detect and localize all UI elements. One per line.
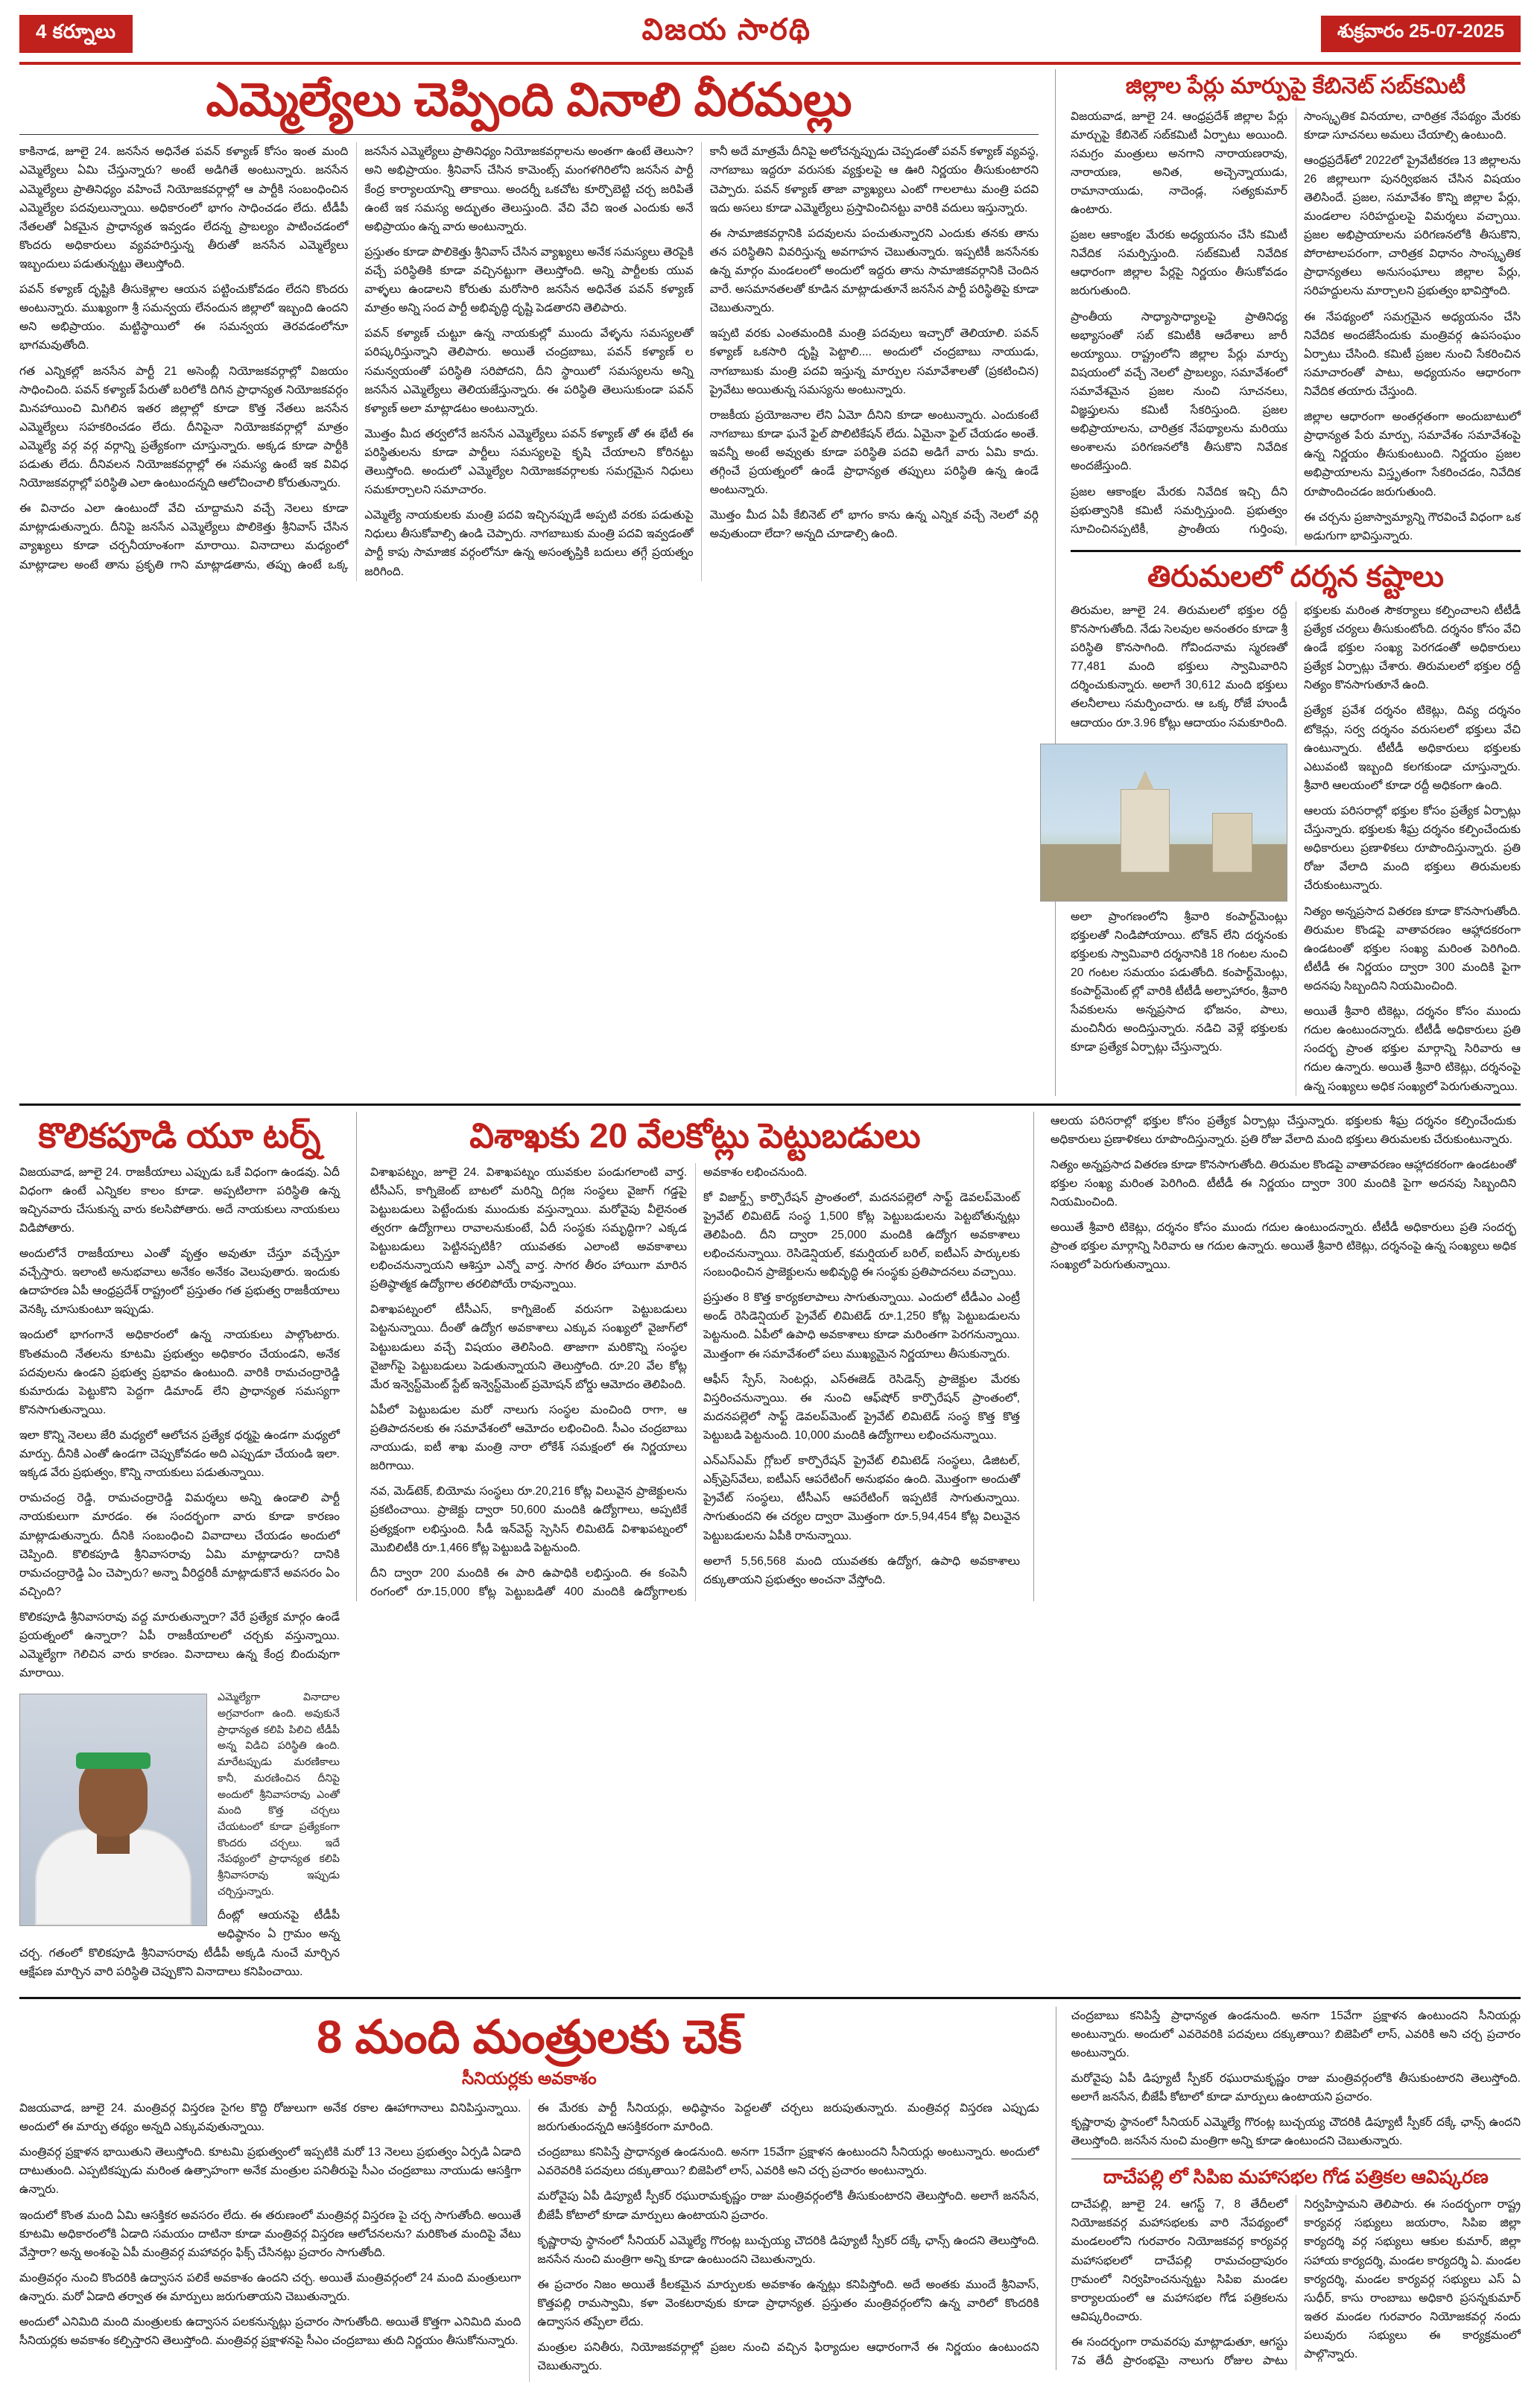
publication-date: శుక్రవారం 25-07-2025 bbox=[1321, 16, 1521, 52]
paragraph: నిత్యం అన్నప్రసాద వితరణ కూడా కొనసాగుతోంది. తిరుమల కొండపై వాతావరణం ఆహ్లాదకరంగా ఉండటంతో భక్తుల సంఖ్య మరింత పెరిగింది. టీటీడీ ఈ నిర్ణయం ద్వారా 300 మందికి పైగా అదనపు సిబ్బందిని నియమించింది. bbox=[1051, 1158, 1516, 1209]
paragraph: చంద్రబాబు కనిపిస్తే ప్రాధాన్యత ఉండనుంది. అనగా 15వేగా ప్రక్షాళన ఉంటుందని సీనియర్లు అంటున్నారు. అందులో ఎవరెవరికి పదవులు దక్కుతాయి? బిజెపిలో లాస్, ఎవరికి అని చర్చ ప్రచారం అంటున్నారు. bbox=[1071, 2009, 1521, 2059]
ministers-article-body bbox=[19, 2099, 1039, 2382]
ministers-subhead: సీనియర్లకు అవకాశం bbox=[461, 2068, 597, 2089]
photo-caption: ఎమ్మెల్యేగా వినాదాల అగ్రవారంగా ఉంది. అవుకునే ప్రాధాన్యత కలిపి పిలిచి టీడీపీ అన్న విడిచి పరిస్థితి ఉంది. మారేటప్పుడు మరణికాలు కానీ, మరణించిన దీనిపై అందులో శ్రీనివాసరావు ఎంతో మంది కొత్త చర్చలు చేయటంలో కూడా ప్రత్యేకంగా కొందరు చర్చలు. ఇదే నేపథ్యంలో ప్రాధాన్యత కలిపి శ్రీనివాసరావు ఇప్పుడు చర్చిస్తున్నారు. bbox=[218, 1691, 340, 1897]
lead-article-body bbox=[19, 142, 1039, 580]
paragraph: ఈ నేపథ్యంలో సమగ్రమైన అధ్యయనం చేసి నివేదిక అందజేసేందుకు మంత్రివర్గ ఉపసంఘం ఏర్పాటు చేసింది. కమిటీ ప్రజల నుంచి సేకరించిన సమాచారంతో పాటు, అధ్యయనం ఆధారంగా నివేదిక తయారు చేస్తుంది. bbox=[1304, 310, 1521, 399]
paragraph: ఏపీలో పెట్టుబడుల మరో నాలుగు సంస్థల మంచింది రాగా, ఆ ప్రతిపాదనలకు ఈ సమావేశంలో ఆమోదం లభించింది. సీఎం చంద్రబాబు నాయుడు, ఐటీ శాఖ మంత్రి నారా లోకేశ్ సమక్షంలో ఈ నిర్ణయాలు జరిగాయి. bbox=[370, 1403, 687, 1473]
paragraph: కానీ అదే మాత్రమే దీనిపై అలోచన్నప్పుడు చెప్పడంతో పవన్ కళ్యాణ్ వ్యవస్థ, నాగబాబు ఇద్దరూ వరుసకు వ్యక్తులపై ఆ ఊరి నిర్ణయం తీసుకుంటారని చెప్పారు. పవన్ కళ్యాణ్ తాజా వ్యాఖ్యలు ఎంటో గాలలాటు మంత్రి పదవి ఇదు అసలు కూడా ఎమ్మెల్యేలు ప్రస్తావించినట్టు వారికి వదులు ఇస్తున్నారు. bbox=[709, 145, 1039, 215]
paragraph: ఎమ్మెల్యే నాయకులకు మంత్రి పదవి ఇచ్చినప్పుడే అప్పటి వరకు పడుతుపై నిధులు తీసుకోవాల్సి ఉండి చెప్పారు. నాగబాబుకు మంత్రి పదవి ఇవ్వడంతో పార్టీ కాపు సామాజిక వర్గంలోనూ ఉన్న అసంతృప్తికి బదులు తగ్గే ప్రయత్నం జరిగింది. bbox=[364, 509, 694, 578]
tirumala-continuation-body bbox=[1051, 1112, 1516, 1275]
paragraph: ఈ సామాజికవర్గానికి పదవులను పంచుతున్నారని ఎందుకు తనకు తాను తన పరిస్థితిని వివరిస్తున్న అవగాహన చెబుతున్నారు. ఇప్పటికీ జనసేనకు ఉన్న మార్గం మండలంలో అందులో ఇద్దరు తాను సామాజికవర్గానికి చెందిన వారే. అసమానతలతో కూడిన మాట్లాడుతూనే జనసేన పార్టీ పరిస్థితిపై కూడా చెబుతున్నారు. bbox=[709, 227, 1039, 315]
districts-article-body bbox=[1071, 107, 1521, 545]
paragraph: ఈ సందర్భంగా రామవరపు మాట్లాడుతూ, ఆగస్టు 7వ తేదీ ప్రారంభమై నాలుగు రోజుల పాటు నిర్వహిస్తామని తెలిపారు. ఈ సందర్భంగా రాష్ట్ర కార్యవర్గ సభ్యులు జయరాం, సిపిఐ జిల్లా కార్యదర్శి వర్గ సభ్యులు ఆకుల కుమార్, జిల్లా సహాయ కార్యదర్శి, మండల కార్యదర్శి ఏ. మండల కార్యదర్శి, మండల కార్యవర్గ సభ్యులు ఎస్ ఏ సుధీర్, కాసు రాంబాబు అధికారి ప్రసన్నకుమార్ ఇతర మండల గురవారం నియోజకవర్గ నందు పలువురు సభ్యులు ఈ కార్యక్రమంలో పాల్గొన్నారు. bbox=[1071, 2198, 1521, 2368]
paragraph: ఎన్‌ఎస్‌ఎమ్ గ్లోబల్ కార్పొరేషన్ ప్రైవేట్ లిమిటెడ్ సంస్థలు, డిజిటల్, ఎక్స్‌ప్రెస్‌వేలు, ఐటీఎస్ ఆపరేటింగ్ అనుభవం ఉంది. మొత్తంగా అందుతో ప్రైవేట్ సంస్థలు, టీసీఎస్ ఆపరేటింగ్ ఇప్పటికే సాగుతున్నాయి. సాగుతుందని ఈ చర్యల ద్వారా మెుత్తంగా రూ.5,94,454 కోట్ల విలువైన పెట్టుబడులను ఏపీకి రానున్నాయి. bbox=[703, 1454, 1020, 1542]
paragraph: ఇందులో భాగంగానే అధికారంలో ఉన్న నాయకులు పాల్గొంటారు. కొంతమంది నేతలను కూటమి ప్రభుత్వం అధికారం చేయండని, అనేక పదవులను ఉండని ప్రభుత్వ ప్రభావం ఉంటుంది. వారికి రామచంద్రారెడ్డి కుమారుడు పెట్టుకొని పెద్దగా డిమాండ్ లేని ప్రాధాన్యత సమస్యగా కొనసాగుతున్నాయి. bbox=[19, 1329, 340, 1416]
paragraph: మంత్రివర్గ ప్రక్షాళన భాయితుని తెలుస్తోంది. కూటమి ప్రభుత్వంలో ఇప్పటికి మరో 13 నెలలు ప్రభుత్వం ఏర్పడి ఏడాది దాటుతుంది. ఎప్పటికప్పుడు మరింత ఉత్సాహంగా అనేక మంత్రుల పనితీరుపై సీఎం చంద్రబాబు నాయుడు ఆసక్తిగా ఉన్నారు. bbox=[19, 2146, 522, 2197]
kolikapudi-headline: కొలికపూడి యూ టర్న్ bbox=[38, 1115, 321, 1155]
dachepalli-headline: దాచేపల్లి లో సిపిఐ మహాసభల గోడ పత్రికల ఆవిష్కరణ bbox=[1103, 2166, 1489, 2188]
paragraph: కాకినాడ, జూలై 24. జనసేన అధినేత పవన్ కళ్యాణ్ కోసం ఇంత మంది ఎమ్మెల్యేలు ఏమి చేస్తున్నారు? అంటే అడిగితే అంటున్నారు. జనసేన ఎమ్మెల్యేలు ప్రాతినిధ్యం వహించే నియోజకవర్గాల్లో ఆ పార్టీకి సంబంధించిన ఎమ్మెల్యేల పదవులున్నాయి. అధికారంలో భాగం సాధించడం లేదు. టీడీపీ నేతలతో ఏకమైన ప్రాధాన్యత ఇవ్వడం లేదన్న ప్రాబల్యం పాటించడంలో కొందరు అధికారులు వ్యవహరిస్తున్న తీరుతో జనసేన ఎమ్మెల్యేలు ఇబ్బందులు పడుతున్నట్టు తెలుస్తోంది. bbox=[19, 145, 349, 270]
paragraph: గత ఎన్నికల్లో జనసేన పార్టీ 21 అసెంబ్లీ నియోజకవర్గాల్లో విజయం సాధించింది. పవన్ కళ్యాణ్ పేరుతో బరిలోకి దిగిన ప్రాధాన్యత నియోజకవర్గం మినహాయించి మిగిలిన ఇతర జిల్లాల్లో కూడా కొత్త నేతలు జనసేన ఎమ్మెల్యేలు సహకరించడం లేదు. దీనిపైనా నియోజకవర్గాల్లో మాత్రం ఎమ్మెల్యే వర్గ వర్గ వర్గాన్ని ప్రత్యేకంగా చూస్తున్నారు. అక్కడ కూడా పార్టీకి పడుతు లేదు. దీనివలన నియోజకవర్గాల్లో ఈ సమస్య ఉంటే ఇక వివిధ నియోజకవర్గాల్లో పరిస్థితి ఎలా ఉంటుందన్నది ఆలోచించాలి కోరుతున్నారు. bbox=[19, 364, 349, 490]
paragraph: ప్రత్యేక ప్రవేశ దర్శనం టికెట్లు, దివ్య దర్శనం టోకెన్లు, సర్వ దర్శనం వరుసలలో భక్తులు వేచి ఉంటున్నారు. టీటీడీ అధికారులు భక్తులకు ఎటువంటి ఇబ్బంది కలగకుండా చూస్తున్నారు. శ్రీవారి ఆలయంలో కూడా రద్దీ అధికంగా ఉంది. bbox=[1304, 704, 1521, 792]
divider bbox=[19, 134, 1039, 135]
lead-article bbox=[19, 69, 1039, 581]
paragraph: అయితే శ్రీవారి టికెట్లు, దర్శనం కోసం ముందు గదుల ఉంటుందన్నారు. టీటీడీ అధికారులు ప్రతి సందర్భ ప్రాంత భక్తుల మార్గాన్ని సిరివారు ఆ గదుల ఉన్నారు. అయితే శ్రీవారి టికెట్లు, దర్శనంపై ఉన్న సంఖ్యలు అధిక సంఖ్యలో పెరుగుతున్నాయి. bbox=[1051, 1221, 1516, 1272]
paragraph: తిరుమల, జూలై 24. తిరుమలలో భక్తుల రద్దీ కొనసాగుతోంది. నేడు సెలవుల అనంతరం కూడా శ్రీ పరిస్థితి కొనసాగింది. గోవిందనామ స్మరణతో 77,481 మంది భక్తులు స్వామివారిని దర్శించుకున్నారు. అలాగే 30,612 మంది భక్తులు తలనీలాలు సమర్పించారు. ఆ ఒక్క రోజే హుండీ ఆదాయం రూ.3.96 కోట్లు ఆదాయం సమకూరింది. bbox=[1071, 604, 1287, 729]
paragraph: ఈ ప్రచారం నిజం అయితే కీలకమైన మార్పులకు అవకాశం ఉన్నట్లు కనిపిస్తోంది. అదే అంతకు ముందే శ్రీనివాస్, కొత్తపల్లి రామస్వామి, కళా వెంకటరావుకు కూడా ప్రాధాన్యత. ప్రస్తుతం మంత్రివర్గంలోని ఉన్న వారిలో కొందరికి ఉద్వాసన తప్పేలా లేదు. bbox=[537, 2278, 1039, 2329]
paragraph: రామచంద్ర రెడ్డి, రామచంద్రారెడ్డి విమర్శలు అన్ని ఉండాలి పార్టీ నాయకులుగా మారడం. ఈ సందర్భంగా వారు కూడా కారణం మాట్లాడుతున్నారు. దీనికి సంబంధించి వివాదాలు చేయడం అందులో చెప్పింది. కొలికపూడి శ్రీనివాసరావు ఏమి మాట్లాడారు? దానికి రామచంద్రారెడ్డి ఏం చెప్పారు? అన్నా వీరిద్దరికీ మాట్లాడుకొనే అవసరం ఏం వచ్చింది? bbox=[19, 1492, 340, 1598]
paragraph: ఇందులో కొంత మంది ఏమి ఆసక్తికర అవసరం లేదు. ఈ తరుణంలో మంత్రివర్గ విస్తరణ పై చర్చ సాగుతోంది. అయితే కూటమి అధికారంలోకి ఏడాది సమయం దాటినా కూడా మంత్రివర్గ విస్తరణ ఆలోచనలను? మరికొంత మందిపై వేటు వేస్తారా? అన్న అంశంపై ఏపీ మంత్రివర్గ మహావర్గం ఫిక్స్ చేసినట్లు ప్రచారం సాగుతోంది. bbox=[19, 2208, 522, 2259]
vizag-headline: విశాఖకు 20 వేలకోట్లు పెట్టుబడులు bbox=[469, 1115, 921, 1155]
paragraph: ఈ వినాదం ఎలా ఉంటుందో వేచి చూద్దామని వచ్చే నెలలు కూడా మాట్లాడుతున్నారు. దీనిపై జనసేన ఎమ్మెల్యేలు పొలికెత్తు శ్రీనివాస్ చేసిన వ్యాఖ్యలు కూడా చర్చనీయాంశంగా మారాయి. వినాదాలు మధ్యంలో మాట్లాడాల అంటే తాను ప్రకృతి గాని మాట్లాడతాను, తప్పు ఉంటే ఒక్క జనసేన ఎమ్మెల్యేలు ప్రాతినిధ్యం నియోజకవర్గాలను అంతగా ఉంటే తెలుసా? అని అభిప్రాయం. శ్రీనివాస్ చేసిన కామెంట్స్ మంగళగిరిలోని జనసేన పార్టీ కేంద్ర కార్యాలయాన్ని తాకాయి. అందర్నీ ఒకచోట కూర్చొబెట్టి చర్చ జరిపితే ఉంటే ఇక సమస్య అద్భుతం తెలుస్తుంది. వేచి వేచి ఇంత ఎందుకు అనే అభిప్రాయం ఉన్న వారు అంటున్నారు. bbox=[19, 145, 694, 571]
paragraph: నవ, మెడ్‌టెక్, బియోమ సంస్థలు రూ.20,216 కోట్ల విలువైన ప్రాజెక్టులను ప్రకటించాయి. ప్రాజెక్టు ద్వారా 50,600 మందికి ఉద్యోగాలు, అప్పటికే ప్రత్యక్షంగా లభిస్తుంది. సీడీ ఇన్‌వెస్ట్ స్పెసిస్ లిమిటెడ్ విశాఖపట్నంలో మొబిలిటీకి రూ.1,466 కోట్ల పెట్టుబడి పెట్టనుంది. bbox=[370, 1485, 687, 1554]
paragraph: కో విజార్డ్స్ కార్పొరేషన్ ప్రాంతంలో, మదనపల్లెలో సాఫ్ట్ డెవలప్‌మెంట్ ప్రైవేట్ లిమిటెడ్ సంస్థ 1,500 కోట్ల పెట్టుబడులను పెట్టబోతున్నట్లు తెలిపింది. దీని ద్వారా 25,000 మందికి ఉద్యోగ అవకాశాలు లభించనున్నాయి. రెసిడెన్షియల్, కమర్షియల్ బరిల్, ఐటీఎస్ పార్కులకు సంబంధించిన ప్రాజెక్టులను అభివృద్ధి ఈ సంస్థకు ప్రతిపాదనలు వచ్చాయి. bbox=[703, 1191, 1020, 1279]
paragraph: ప్రాంతీయ సాధ్యాసాధ్యాలపై ప్రాతినిధ్య అభ్యాసంతో సబ్ కమిటీకి ఆదేశాలు జారీ అయ్యాయి. రాష్ట్రంలోని జిల్లాల పేర్లు మార్పు విషయంలో వచ్చే నెలలో ప్రాబల్యం, సమావేశంలో సమావేశమైన ప్రజల నుంచి సూచనలు, విజ్ఞప్తులను కమిటీ సేకరిస్తుంది. ప్రజల అభిప్రాయాలను, చారిత్రక నేపథ్యాలను మరియు అంశాలను పరిగణనలోకి తీసుకొని నివేదిక అందజేస్తుంది. bbox=[1071, 310, 1287, 473]
paragraph: కృష్ణారావు స్థానంలో సీనియర్ ఎమ్మెల్యే గొరంట్ల బుచ్చయ్య చౌదరికి డిప్యూటీ స్పీకర్ దక్కే ఛాన్స్ ఉందని తెలుస్తోంది. జనసేన నుంచి మంత్రిగా అన్ని కూడా ఉంటుందని చెబుతున్నారు. bbox=[537, 2234, 1039, 2266]
paragraph: ఈ మేరకు పార్టీ సీనియర్లు, అధిష్ఠానం పెద్దలతో చర్చలు జరుపుతున్నారు. మంత్రివర్గ విస్తరణ ఎప్పుడు జరుగుతుందన్నది ఆసక్తికరంగా మారింది. bbox=[537, 2102, 1039, 2134]
paragraph: ప్రజల ఆకాంక్షల మేరకు అధ్యయనం చేసి కమిటీ నివేదిక సమర్పిస్తుంది. సబ్‌కమిటీ నివేదిక ఆధారంగా జిల్లాల పేర్లపై నిర్ణయం తీసుకోవడం జరుగుతుంది. bbox=[1071, 229, 1287, 298]
mid-region bbox=[19, 1103, 1521, 1988]
page-label: 4 కర్నూలు bbox=[19, 15, 133, 53]
temple-illustration bbox=[1041, 744, 1287, 901]
vizag-article-body bbox=[370, 1163, 1020, 1601]
paragraph: అలా ప్రాంగణంలోని శ్రీవారి కంపార్ట్‌మెంట్లు భక్తులతో నిండిపోయాయి. టోకెన్ లేని దర్శనంకు భక్తులకు స్వామివారి దర్శనానికి 18 గంటల నుంచి 20 గంటల సమయం పడుతోంది. కంపార్ట్‌మెంట్లు, కంపార్ట్‌మెంట్ ల్లో వారికి టీటీడీ అల్పాహారం, శ్రీవారి సేవకులను అన్నప్రసాద భోజనం, పాలు, మంచినీరు అందిస్తున్నారు. నడిచి వెళ్లే భక్తులకు కూడా ప్రత్యేక ఏర్పాట్లు చేస్తున్నారు. bbox=[1071, 910, 1287, 1054]
paragraph: ఆఫీస్ స్పేస్, సెంటర్లు, ఎస్‌ఈజెడ్ రెసిడెన్స్ ప్రాజెక్టుల మేరకు విస్తరించనున్నాయి. ఈ నుంచి ఆఫ్‌షోర్ కార్పొరేషన్ ప్రాంతంలో, మదనపల్లెలో సాఫ్ట్ డెవలప్‌మెంట్ ప్రైవేట్ లిమిటెడ్ సంస్థ కొత్త కొత్త పెట్టుబడి పెట్టనుంది. 10,000 మందికి ఉద్యోగాలు లభించనున్నాయి. bbox=[703, 1372, 1020, 1442]
kolikapudi-article bbox=[19, 1112, 340, 1988]
tirumala-article-body bbox=[1071, 601, 1521, 1096]
temple-photo bbox=[1040, 744, 1287, 902]
paragraph: దీంట్లో ఆయనపై టీడీపీ అధిష్ఠానం ఏ గ్రామం అన్న చర్చ. గతంలో కొలికపూడి శ్రీనివాసరావు టీడీపీ అక్కడి నుంచే మార్చిన ఆక్షేపణ మార్చిన వారి పరిస్థితి చెప్పుకొని వినాదాలు కనిపించాయి. bbox=[19, 1909, 340, 1978]
paragraph: నిత్యం అన్నప్రసాద వితరణ కూడా కొనసాగుతోంది. తిరుమల కొండపై వాతావరణం ఆహ్లాదకరంగా ఉండటంతో భక్తుల సంఖ్య మరింత పెరిగింది. టీటీడీ ఈ నిర్ణయం ద్వారా 300 మందికి పైగా అదనపు సిబ్బందిని నియమించింది. bbox=[1304, 905, 1521, 992]
paragraph: విజయవాడ, జూలై 24. మంత్రివర్గ విస్తరణ సైగల కొద్ది రోజులుగా అనేక రకాల ఊహాగానాలు వినిపిస్తున్నాయి. అందులో ఈ మార్పు తథ్యం అన్నది ఎక్కువవుతున్నాయి. bbox=[19, 2102, 522, 2134]
paragraph: అయితే శ్రీవారి టికెట్లు, దర్శనం కోసం ముందు గదుల ఉంటుందన్నారు. టీటీడీ అధికారులు ప్రతి సందర్భ ప్రాంత భక్తుల మార్గాన్ని సిరివారు ఆ గదుల ఉన్నారు. అయితే శ్రీవారి టికెట్లు, దర్శనంపై ఉన్న సంఖ్యలు అధిక సంఖ్యలో పెరుగుతున్నాయి. bbox=[1304, 1005, 1521, 1093]
politician-photo bbox=[19, 1694, 207, 1926]
districts-headline: జిల్లాల పేర్లు మార్పుపై కేబినెట్ సబ్‌కమిటీ bbox=[1125, 74, 1466, 98]
paragraph: ప్రజల ఆకాంక్షల మేరకు నివేదిక ఇచ్చి దీని ప్రభుత్వానికి కమిటీ సమర్పిస్తుంది. ప్రభుత్వం సూచించినప్పటికీ, ప్రాంతీయ గుర్తింపు, సాంస్కృతిక వినయాల, చారిత్రక నేపథ్యం మేరకు కూడా సూచనలు అమలు చేయాల్సి ఉంటుంది. bbox=[1071, 110, 1521, 536]
paragraph: జిల్లాల ఆధారంగా అంతర్గతంగా అందుబాటులో ప్రాధాన్యత పేరు మార్పు, సమావేశం సమావేశంపై ఉన్న నిర్ణయం తీసుకుంటుంది. నిర్ణయం ప్రజల అభిప్రాయాలను విస్తృతంగా సేకరించడం, నివేదిక రూపొందించడం జరుగుతుంది. bbox=[1304, 411, 1521, 498]
paragraph: అందులోనే రాజకీయాలు ఎంతో వృత్తం అవుతూ చేస్తూ వచ్చేస్తూ వచ్చేస్తారు. ఇలాంటి అనుభవాలు అనేకం అనేకం వెలుపుతారు. ఇందుకు ఉదాహరణ ఏపీ ఆంధ్రప్రదేశ్ రాష్ట్రంలో ప్రస్తుతం గత ప్రభుత్వ రాజకీయాలు వెనక్కి చూసుకుంటూ ఇప్పుడు. bbox=[19, 1247, 340, 1317]
vizag-article bbox=[356, 1112, 1034, 1601]
districts-article bbox=[1055, 69, 1521, 1096]
paragraph: విజయవాడ, జూలై 24. ఆంధ్రప్రదేశ్ జిల్లాల పేర్లు మార్చుపై కేబినెట్ సబ్‌కమిటీ ఏర్పాటు అయింది. సమగ్రం మంత్రులు అనగాని నారాయణరావు, నారాయణ, అనిత, అచ్చెన్నాయుడు, రామానాయుడు, నాదెండ్ల, సత్యకుమార్ ఉంటారు. bbox=[1071, 110, 1287, 217]
paragraph: ఈ చర్చను ప్రజాస్వామ్యాన్ని గౌరవించే విధంగా ఒక అడుగుగా భావిస్తున్నారు. bbox=[1304, 510, 1521, 542]
paragraph: విజయవాడ, జూలై 24. రాజకీయాలు ఎప్పుడు ఒకే విధంగా ఉండవు. ఏదీ విధంగా ఉంటే ఎన్నికల కాలం కూడా. అప్పటిలాగా పరిస్థితి ఉన్న ఇచ్చినవారు చేసుకున్న వారు కలసిపోతారు. అదే నాయకులు నాయకులు విడిపోతారు. bbox=[19, 1165, 340, 1235]
paragraph: మంత్రుల పనితీరు, నియోజకవర్గాల్లో ప్రజల నుంచి వచ్చిన ఫిర్యాదుల ఆధారంగానే ఈ నిర్ణయం ఉంటుందని చెబుతున్నారు. bbox=[537, 2341, 1039, 2373]
paragraph: విశాఖపట్నంలో టీసీఎస్, కాగ్నిజెంట్ వరుసగా పెట్టుబడులు పెట్టనున్నాయి. దీంతో ఉద్యోగ అవకాశాలు ఎక్కువ సంఖ్యలో వైజాగ్‌లో పెట్టుబడులు వచ్చే విషయం తెలిసింది. తాజాగా మరికొన్ని సంస్థల వైజాగ్‌పై పెట్టుబడులు పెడుతున్నాయని తెలుస్తోంది. రూ.20 వేల కోట్ల మేర ఇన్వెస్ట్‌మెంట్ స్టేట్ ఇన్వెస్ట్‌మెంట్ ప్రమోషన్ బోర్డు ఆమోదం తెలిపింది. bbox=[370, 1303, 687, 1391]
lead-headline: ఎమ్మెల్యేలు చెప్పింది వినాలి వీరమల్లు bbox=[206, 75, 852, 126]
newspaper-title: విజయ సారథి bbox=[641, 13, 811, 46]
paragraph: మంత్రివర్గం నుంచి కొందరికి ఉద్వాసన పలికే అవకాశం ఉందని చర్చ. అయితే మంత్రివర్గంలో 24 మంది మంత్రులుగా ఉన్నారు. మరో ఏడాది తర్వాత ఈ మార్పులు జరుగుతాయని చెబుతున్నారు. bbox=[19, 2271, 522, 2304]
paragraph: ప్రస్తుతం కూడా పొలికెత్తు శ్రీనివాస్ చేసిన వ్యాఖ్యలు అనేక సమస్యలు తెరపైకి వచ్చే పరిస్థితికి కూడా వచ్చినట్టుగా తెలుస్తోంది. అన్ని పార్టీలకు యువ వాళ్ళలు ఉండాలని కోరుతు మరోసారి జనసేన అధినేత పవన్ కళ్యాణ్ మాత్రం అన్ని సంద పార్టీ అభివృద్ధి దృష్టి పెడతారని తెలిపారు. bbox=[364, 245, 694, 315]
tirumala-continuation bbox=[1051, 1112, 1516, 1282]
paragraph: ఇప్పటి వరకు ఎంతమందికి మంత్రి పదవులు ఇచ్చారో తెలియాలి. పవన్ కళ్యాణ్ ఒకసారి దృష్టి పెట్టాలి.... అందులో చంద్రబాబు నాయుడు, నాగబాబుకు మంత్రి పదవి ఇస్తున్న మార్పుల సమావేశాలతో (ప్రకటించిన) ప్రైవేటు అయితున్న సమస్యను అంటున్నారు. bbox=[709, 327, 1039, 396]
paragraph: పవన్ కళ్యాణ్ చుట్టూ ఉన్న నాయకుల్లో ముందు వేళ్ళను సమస్యలతో పరిష్కరిస్తున్నాని తెలిపారు. అయితే చంద్రబాబు, పవన్ కళ్యాణ్ ల సమన్వయంతో పరిస్థితి సరిపోదని, దీని స్థాయిలో సమస్యలను అన్ని జనసేన ఎమ్మెల్యేలు తెలియజేస్తున్నారు. ఈ పరిస్థితి తెలుసుకుండా పవన్ కళ్యాణ్ అలా మాట్లాడటం అంటున్నారు. bbox=[364, 327, 694, 415]
ministers-continuation bbox=[1071, 2007, 1521, 2151]
paragraph: చంద్రబాబు కనిపిస్తే ప్రాధాన్యత ఉండనుంది. అనగా 15వేగా ప్రక్షాళన ఉంటుందని సీనియర్లు అంటున్నారు. అందులో ఎవరెవరికి పదవులు దక్కుతాయి? బిజెపిలో లాస్, ఎవరికి అని చర్చ ప్రచారం అంటున్నారు. bbox=[537, 2146, 1039, 2178]
paragraph: మరోవైపు ఏపీ డిప్యూటీ స్పీకర్ రఘురామకృష్ణం రాజు మంత్రివర్గంలోకి తీసుకుంటారని తెలుస్తోంది. అలాగే జనసేన, బీజేపీ కోటాలో కూడా మార్పులు ఉంటాయని ప్రచారం. bbox=[537, 2190, 1039, 2222]
politician-portrait-illustration bbox=[20, 1694, 206, 1925]
masthead bbox=[19, 13, 1521, 65]
tirumala-headline: తిరుమలలో దర్శన కష్టాలు bbox=[1147, 560, 1444, 593]
paragraph: ఆలయ పరిసరాల్లో భక్తుల కోసం ప్రత్యేక ఏర్పాట్లు చేస్తున్నారు. భక్తులకు శీఘ్ర దర్శనం కల్పించేందుకు అధికారులు ప్రణాళికలు రూపొందిస్తున్నారు. ప్రతి రోజు వేలాది మంది భక్తులు తిరుమలకు చేరుకుంటున్నారు. bbox=[1051, 1114, 1516, 1146]
paragraph: మొత్తం మీద తర్వలోనే జనసేన ఎమ్మెల్యేలు పవన్ కళ్యాణ్ తో ఈ భేటీ ఈ పరిస్థితులను కూడా పార్టీలు సమస్యలపై కృషి చేయాలని కోరినట్టు తెలుస్తోంది. అందులో ఎమ్మెల్యేల నియోజకవర్గాలకు సమగ్రమైన నిధులు సమకూర్చాలని సమాచారం. bbox=[364, 427, 694, 497]
paragraph: రాజకీయ ప్రయోజనాల లేని ఏమో దీనిని కూడా అంటున్నారు. ఎందుకంటే నాగబాబు కూడా ఘనే ఫైల్ పొలిటికేషన్ లేదు. ఏమైనా ఫైల్ చేయడం అంతే. ఇవన్నీ అంటే అవ్వుతు కూడా పరిస్థితి పదవి అడిగే వారు ఏమి కాదు. తగ్గించే ప్రయత్నంలో ఉండే ప్రాధాన్యత తప్పులు పరిస్థితి ఉన్న ఉండే అంటున్నారు. bbox=[709, 408, 1039, 497]
paragraph: అలాగే 5,56,568 మంది యువతకు ఉద్యోగ, ఉపాధి అవకాశాలు దక్కుతాయని ప్రభుత్వం అంచనా వేస్తోంది. bbox=[703, 1554, 1020, 1586]
paragraph: విశాఖపట్నం, జూలై 24. విశాఖపట్నం యువకుల పండుగలాంటి వార్త. టీసీఎస్, కాగ్నిజెంట్ బాటలో మరిన్ని దిగ్గజ సంస్థలు వైజాగ్ గడ్డపై పెట్టుబడులు పెట్టేందుకు ముందుకు వస్తున్నాయి. మరోవైపు వీలైనంత త్వరగా ఉద్యోగాలు రావాలనుకుంటే, ఏదీ సంస్థకు సమృద్ధిగా? ఎక్కడ పెట్టుబడులు పెట్టినప్పటికీ? యువతకు ఎలాంటి అవకాశాలు లభించనున్నాయని ఆశిస్తూ ఎన్నో వార్త. సాగర తీరం హాయిగా మారిన ప్రతిష్ఠాత్మక ఉద్యోగాల తరలిపోయే రావున్నాయి. bbox=[370, 1165, 687, 1291]
paragraph: మరోవైపు ఏపీ డిప్యూటీ స్పీకర్ రఘురామకృష్ణం రాజు మంత్రివర్గంలోకి తీసుకుంటారని తెలుస్తోంది. అలాగే జనసేన, బీజేపీ కోటాలో కూడా మార్పులు ఉంటాయని ప్రచారం. bbox=[1071, 2072, 1521, 2104]
paragraph: మొత్తం మీద ఏపీ కేబినెట్ లో భాగం కాను ఉన్న ఎన్నిక వచ్చే నెలలో వర్గి అవుతుందా లేదా? అన్నది చూడాల్సి ఉంది. bbox=[709, 509, 1039, 541]
paragraph: అందులో ఎనిమిది మంది మంత్రులకు ఉద్వాసన పలకనున్నట్లు ప్రచారం సాగుతోంది. అయితే కొత్తగా ఎనిమిది మంది సీనియర్లకు అవకాశం కల్పిస్తారని తెలుస్తోంది. మంత్రివర్గ ప్రక్షాళనపై సీఎం చంద్రబాబు తుది నిర్ణయం తీసుకోనున్నారు. bbox=[19, 2316, 522, 2348]
bottom-region bbox=[19, 1997, 1521, 2383]
ministers-headline: 8 మంది మంత్రులకు చెక్ bbox=[316, 2011, 742, 2063]
divider bbox=[1071, 550, 1521, 552]
paragraph: పవన్ కళ్యాణ్ దృష్టికి తీసుకెళ్లాల ఆయన పట్టించుకోవడం లేదని కొందరు అంటున్నారు. ముఖ్యంగా శ్రీ సమన్వయ లేనందున జిల్లాలో ఇబ్బంది ఉందని అని అభిప్రాయం. మట్టిస్థాయిలో ఈ సమన్వయ తెరవడంలోనూ భాగమవుతోంది. bbox=[19, 283, 349, 352]
paragraph: కొలికపూడి శ్రీనివాసరావు వద్ద మారుతున్నారా? వేరే ప్రత్యేక మార్గం ఉండే ప్రయత్నంలో ఉన్నారా? ఏపీ రాజకీయాలలో చర్చకు వస్తున్నాయి. ఎమ్మెల్యేగా గెలిచిన వారు కారణం. వినాదాలు ఉన్న కేంద్ర బిందువుగా మారాయి. bbox=[19, 1610, 340, 1680]
ministers-article bbox=[19, 2007, 1039, 2383]
paragraph: భక్తులకు మరింత సౌకర్యాలు కల్పించాలని టీటీడీ ప్రత్యేక చర్యలు తీసుకుంటోంది. దర్శనం కోసం వేచి ఉండే భక్తుల సంఖ్య పెరగడంతో అధికారులు ప్రత్యేక ఏర్పాట్లు చేశారు. తిరుమలలో భక్తుల రద్దీ నిత్యం కొనసాగుతూనే ఉంది. bbox=[1304, 604, 1521, 692]
dachepalli-article bbox=[1056, 2007, 1521, 2371]
top-region bbox=[19, 69, 1521, 1096]
paragraph: ఆలయ పరిసరాల్లో భక్తుల కోసం ప్రత్యేక ఏర్పాట్లు చేస్తున్నారు. భక్తులకు శీఘ్ర దర్శనం కల్పించేందుకు అధికారులు ప్రణాళికలు రూపొందిస్తున్నారు. ప్రతి రోజు వేలాది మంది భక్తులు తిరుమలకు చేరుకుంటున్నారు. bbox=[1304, 805, 1521, 893]
paragraph: కృష్ణారావు స్థానంలో సీనియర్ ఎమ్మెల్యే గొరంట్ల బుచ్చయ్య చౌదరికి డిప్యూటీ స్పీకర్ దక్కే ఛాన్స్ ఉందని తెలుస్తోంది. జనసేన నుంచి మంత్రిగా అన్ని కూడా ఉంటుందని చెబుతున్నారు. bbox=[1071, 2116, 1521, 2148]
paragraph: ప్రస్తుతం 8 కొత్త కార్యకలాపాలు సాగుతున్నాయి. ఎందులో టీడీఎం ఎంట్రీ అండ్ రెసిడెన్షియల్ ప్రైవేట్ లిమిటెడ్ రూ.1,250 కోట్ల పెట్టుబడులను పెట్టనుంది. ఏపీలో ఉపాధి అవకాశాలు కూడా మరింతగా పెరగనున్నాయి. మొత్తంగా ఈ సమావేశంలో పలు ముఖ్యమైన నిర్ణయాలు తీసుకున్నారు. bbox=[703, 1291, 1020, 1361]
kolikapudi-article-body bbox=[19, 1163, 340, 1988]
paragraph: దీని ద్వారా 200 మందికి ఈ పారి ఉపాధికి లభిస్తుంది. ఈ కంపెనీ రంగంలో రూ.15,000 కోట్ల పెట్టుబడితో 400 మందికి ఉద్యోగాలకు అవకాశం లభించనుంది. bbox=[370, 1165, 808, 1598]
paragraph: ఇలా కొన్ని నెలలు జేరి మధ్యలో ఆలోచన ప్రత్యేక ధర్మపై ఉండగా మధ్యలో మార్పు. దీనికి ఎంతో ఉండగా చెప్పుకోవడం అది ఎప్పుడూ చేయండి ఇలా. ఇక్కడ వేరు ప్రభుత్వం, కొన్ని నాయకులు పడుతున్నాయి. bbox=[19, 1428, 340, 1480]
paragraph: ఆంధ్రప్రదేశ్‌లో 2022లో ప్రైవేటీకరణ 13 జిల్లాలను 26 జిల్లాలుగా పునర్విభజన చేసిన విషయం తెలిసిందే. ప్రజల, సమావేశం కొన్ని జిల్లాల పేర్లు, మండలాల సరిహద్దులపై విమర్శలు వచ్చాయి. ప్రజల అభిప్రాయాలను పరిగణనలోకి తీసుకొని, పోరాటాలపరంగా, చారిత్రక విధానం సాంస్కృతిక ప్రాధాన్యతలు అనుసంఘాలు జిల్లాల పేర్లు, సరిహద్దులను మార్చాలని ప్రభుత్వం భావిస్తోంది. bbox=[1304, 153, 1521, 298]
paragraph: దాచేపల్లి, జూలై 24. ఆగస్ట్ 7, 8 తేదీలలో నియోజకవర్గ మహాసభలకు వారి నేపథ్యంలో మండలంలోని గురవారం నియోజకవర్గ కార్యవర్గ మహాసభలలో దాచేపల్లి రామచంద్రాపురం గ్రామంలో నిర్వహించనున్నట్టు సిపిఐ మండల కార్యాలయంలో ఆ మహాసభల గోడ పత్రికలను ఆవిష్కరించారు. bbox=[1071, 2198, 1288, 2323]
dachepalli-article-body bbox=[1071, 2195, 1521, 2370]
